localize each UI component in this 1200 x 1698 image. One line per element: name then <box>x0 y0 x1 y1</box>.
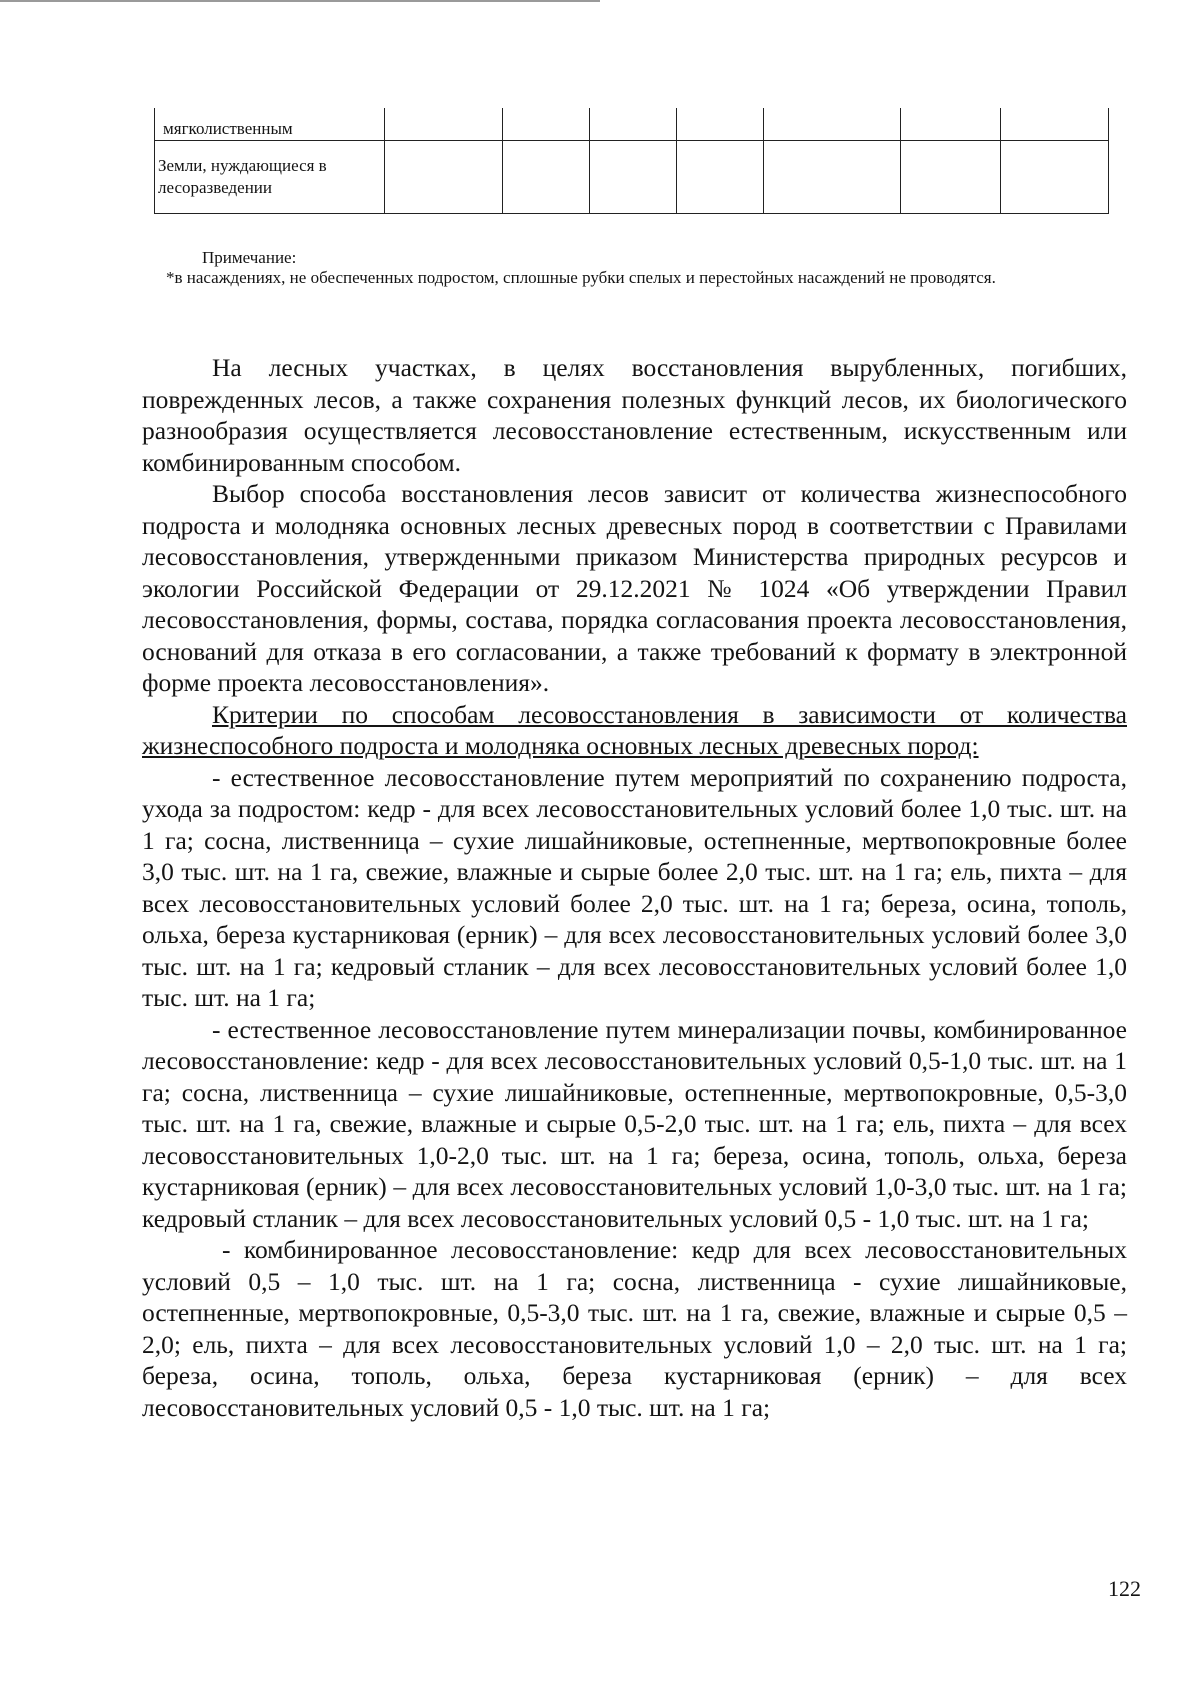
criteria-heading: Критерии по способам лесовосстановления в зависимости от количества жизнеспособного подроста и молодняка основных лесных древесных пород: <box>142 699 1127 760</box>
note-text: *в насаждениях, не обеспеченных подростом, сплошные рубки спелых и перестойных насаждений не проводятся. <box>166 268 996 287</box>
table-cell <box>901 141 1001 214</box>
table-row <box>155 141 1109 214</box>
row-label: мягколиственным <box>155 108 385 141</box>
list-item: - комбинированное лесовосстановление: кедр для всех лесовосстановительных условий 0,5 – 1,0 тыс. шт. на 1 га; сосна, лиственница - сухие лишайниковые, остепненные, мертвопокровные, 0,5-3,0 тыс. шт. на 1 га, свежие, влажные и сырые 0,5 – 2,0; ель, пихта – для всех лесовосстановительных условий 1,0 – 2,0 тыс. шт. на 1 га; береза, осина, тополь, ольха, береза кустарниковая (ерник) – для всех лесовосстановительных условий 0,5 - 1,0 тыс. шт. на 1 га; <box>142 1235 1127 1422</box>
top-edge-line <box>0 0 600 2</box>
list-item: - естественное лесовосстановление путем минерализации почвы, комбинированное лесовосстановление: кедр - для всех лесовосстановительных условий 0,5-1,0 тыс. шт. на 1 га; сосна, лиственница – сухие лишайниковые, остепненные, мертвопокровные, 0,5-3,0 тыс. шт. на 1 га, свежие, влажные и сырые 0,5-2,0 тыс. шт. на 1 га; ель, пихта – для всех лесовосстановительных 1,0-2,0 тыс. шт. на 1 га; береза, осина, тополь, ольха, береза кустарниковая (ерник) – для всех лесовосстановительных условий 1,0-3,0 тыс. шт. на 1 га; кедровый стланик – для всех лесовосстановительных условий 0,5 - 1,0 тыс. шт. на 1 га; <box>142 1014 1127 1233</box>
table-row <box>155 108 1109 141</box>
table-cell <box>764 141 901 214</box>
paragraph: Выбор способа восстановления лесов зависит от количества жизнеспособного подроста и молодняка основных лесных древесных пород в соответствии с Правилами лесовосстановления, утвержденными приказом Министерства природных ресурсов и экологии Российской Федерации от 29.12.2021 № 1024 «Об утверждении Правил лесовосстановления, формы, состава, порядка согласования проекта лесовосстановления, оснований для отказа в его согласовании, а также требований к формату в электронной форме проекта лесовосстановления». <box>142 479 1127 697</box>
main-text <box>142 352 1127 1423</box>
paragraph: На лесных участках, в целях восстановления вырубленных, погибших, поврежденных лесов, а также сохранения полезных функций лесов, их биологического разнообразия осуществляется лесовосстановление естественным, искусственным или комбинированным способом. <box>142 353 1127 477</box>
table-cell <box>503 108 590 141</box>
table-cell <box>385 141 503 214</box>
page-number: 122 <box>1108 1576 1141 1601</box>
table-cell <box>1001 141 1109 214</box>
row-label: Земли, нуждающиеся в лесоразведении <box>155 141 385 214</box>
table-cell <box>901 108 1001 141</box>
table-cell <box>677 108 764 141</box>
table-cell <box>677 141 764 214</box>
note-title: Примечание: <box>202 248 297 267</box>
forest-category-table <box>154 108 1109 214</box>
table-cell <box>385 108 503 141</box>
table-cell <box>1001 108 1109 141</box>
table-cell <box>590 141 677 214</box>
table-cell <box>590 108 677 141</box>
table-cell <box>764 108 901 141</box>
list-item: - естественное лесовосстановление путем мероприятий по сохранению подроста, ухода за подростом: кедр - для всех лесовосстановительных условий более 1,0 тыс. шт. на 1 га; сосна, лиственница – сухие лишайниковые, остепненные, мертвопокровные более 3,0 тыс. шт. на 1 га, свежие, влажные и сырые более 2,0 тыс. шт. на 1 га; ель, пихта – для всех лесовосстановительных условий более 2,0 тыс. шт. на 1 га; береза, осина, тополь, ольха, береза кустарниковая (ерник) – для всех лесовосстановительных условий более 3,0 тыс. шт. на 1 га; кедровый стланик – для всех лесовосстановительных условий более 1,0 тыс. шт. на 1 га; <box>142 762 1127 1012</box>
table-cell <box>503 141 590 214</box>
